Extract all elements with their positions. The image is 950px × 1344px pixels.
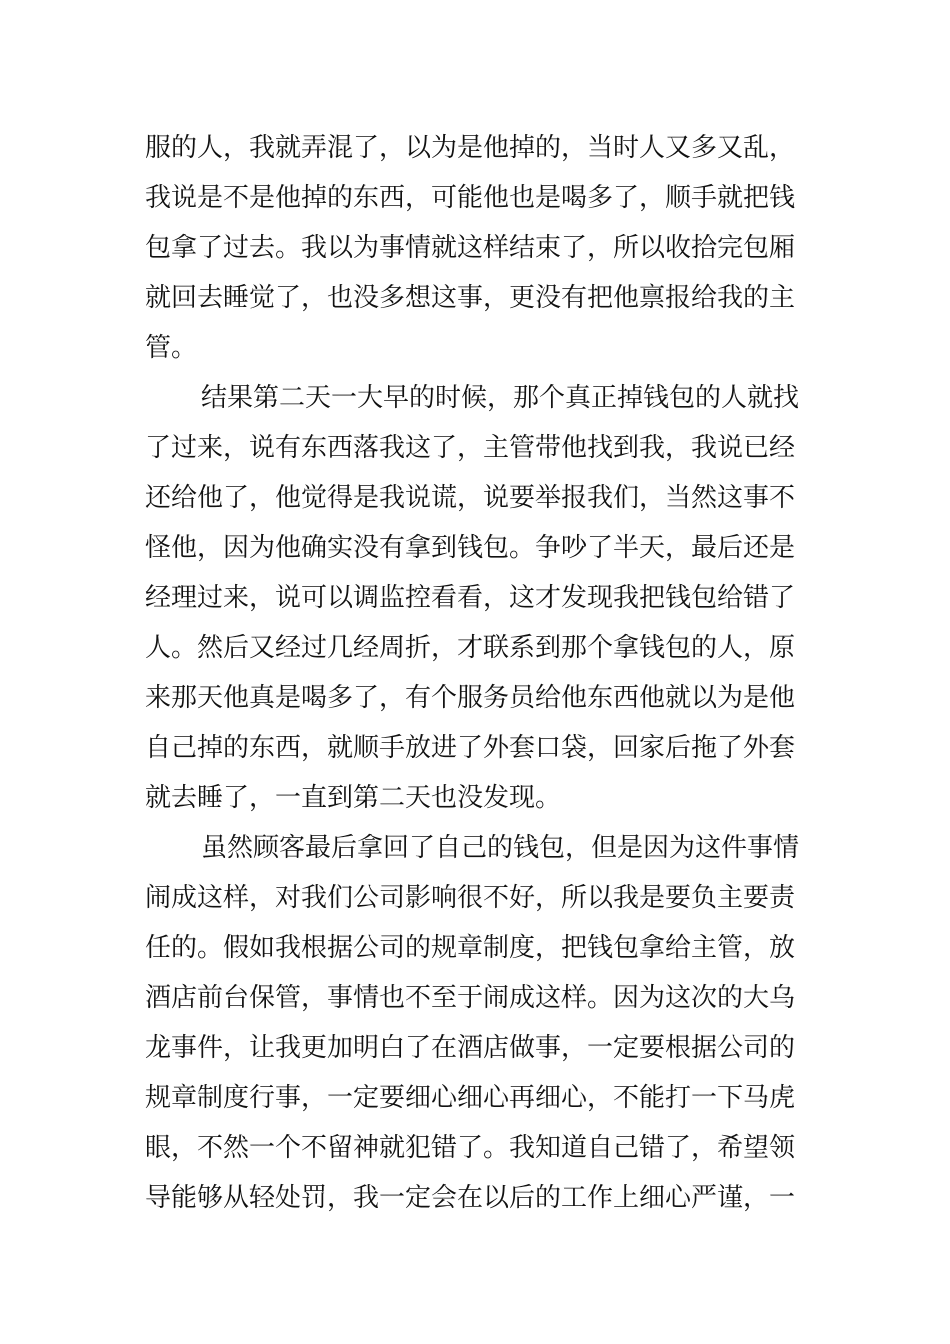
text-line: 来那天他真是喝多了，有个服务员给他东西他就以为是他 (145, 683, 796, 713)
text-line: 人。然后又经过几经周折，才联系到那个拿钱包的人，原 (145, 633, 796, 663)
text-line: 经理过来，说可以调监控看看，这才发现我把钱包给错了 (145, 583, 796, 613)
text-line: 包拿了过去。我以为事情就这样结束了，所以收拾完包厢 (145, 233, 796, 263)
text-line: 任的。假如我根据公司的规章制度，把钱包拿给主管，放 (145, 933, 796, 963)
text-line: 服的人，我就弄混了，以为是他掉的，当时人又多又乱， (145, 133, 796, 163)
text-line: 龙事件，让我更加明白了在酒店做事，一定要根据公司的 (145, 1033, 796, 1063)
text-line: 规章制度行事，一定要细心细心再细心，不能打一下马虎 (145, 1083, 796, 1113)
text-line: 我说是不是他掉的东西，可能他也是喝多了，顺手就把钱 (145, 183, 796, 213)
paragraph-first-line: 结果第二天一大早的时候，那个真正掉钱包的人就找 (201, 383, 800, 413)
text-line: 闹成这样，对我们公司影响很不好，所以我是要负主要责 (145, 883, 796, 913)
text-line: 管。 (145, 333, 198, 363)
text-line: 就回去睡觉了，也没多想这事，更没有把他禀报给我的主 (145, 283, 796, 313)
document-body (145, 123, 810, 1223)
text-line: 还给他了，他觉得是我说谎，说要举报我们，当然这事不 (145, 483, 796, 513)
text-line: 自己掉的东西，就顺手放进了外套口袋，回家后拖了外套 (145, 733, 796, 763)
text-line: 酒店前台保管，事情也不至于闹成这样。因为这次的大乌 (145, 983, 796, 1013)
paragraph-first-line: 虽然顾客最后拿回了自己的钱包，但是因为这件事情 (201, 833, 800, 863)
text-line: 导能够从轻处罚，我一定会在以后的工作上细心严谨，一 (145, 1183, 796, 1213)
text-line: 怪他，因为他确实没有拿到钱包。争吵了半天，最后还是 (145, 533, 796, 563)
text-line: 就去睡了，一直到第二天也没发现。 (145, 783, 562, 813)
text-line: 眼，不然一个不留神就犯错了。我知道自己错了，希望领 (145, 1133, 796, 1163)
text-line: 了过来，说有东西落我这了，主管带他找到我，我说已经 (145, 433, 796, 463)
